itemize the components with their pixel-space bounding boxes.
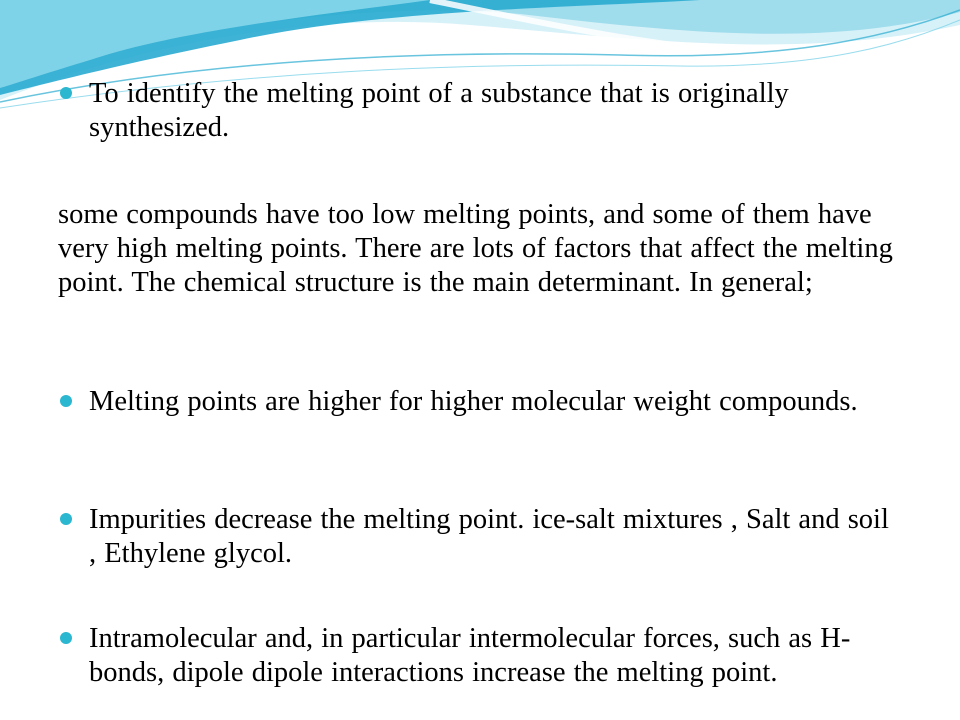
bullet-text: Intramolecular and, in particular intermolecular forces, such as H-bonds, dipole dipole interactions increase the melting point. — [89, 623, 851, 688]
bullet-dot-icon — [60, 87, 72, 99]
bullet-item — [58, 77, 889, 145]
bullet-item — [58, 503, 889, 571]
bullet-text: Melting points are higher for higher molecular weight compounds. — [89, 386, 858, 417]
bullet-dot-icon — [60, 632, 72, 644]
bullet-item — [58, 385, 889, 419]
bullet-text: Impurities decrease the melting point. ice-salt mixtures , Salt and soil , Ethylene glycol. — [89, 504, 889, 569]
bullet-dot-icon — [60, 395, 72, 407]
paragraph-text: some compounds have too low melting points, and some of them have very high melting points. There are lots of factors that affect the melting point. The chemical structure is the main determinant. In general; — [58, 199, 893, 298]
body-paragraph — [58, 198, 908, 300]
bullet-dot-icon — [60, 513, 72, 525]
bullet-text: To identify the melting point of a substance that is originally synthesized. — [89, 78, 789, 143]
bullet-item — [58, 622, 889, 690]
